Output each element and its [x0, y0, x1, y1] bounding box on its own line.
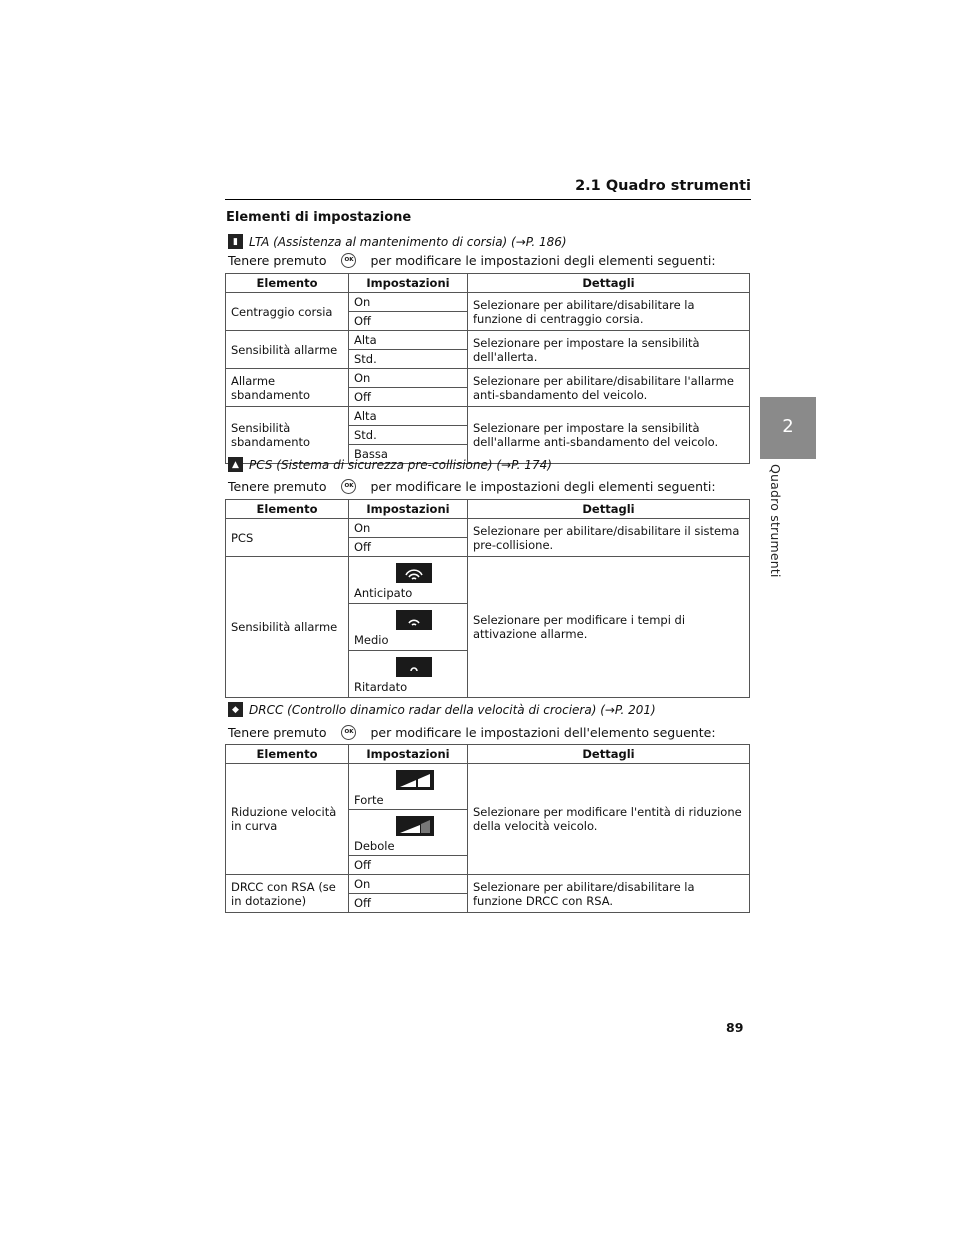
table-cell: Selezionare per modificare l'entità di riduzione della velocità veicolo. — [468, 764, 750, 875]
col-header: Elemento — [226, 274, 349, 293]
setting-label: Debole — [354, 838, 395, 853]
early-alarm-icon — [396, 563, 432, 583]
table-cell: Selezionare per abilitare/disabilitare la funzione di centraggio corsia. — [468, 293, 750, 331]
table-cell: Allarme sbandamento — [226, 369, 349, 407]
table-row — [226, 293, 750, 312]
lta-heading: ▮ LTA (Assistenza al mantenimento di corsia) (→P. 186) — [228, 234, 567, 249]
drcc-icon: ◆ — [228, 702, 243, 717]
col-header: Impostazioni — [349, 274, 468, 293]
setting-label: Anticipato — [354, 586, 413, 600]
section-title: Elementi di impostazione — [226, 210, 412, 225]
drcc-heading: ◆ DRCC (Controllo dinamico radar della velocità di crociera) (→P. 201) — [228, 702, 656, 717]
table-cell: Std. — [349, 426, 468, 445]
table-cell: PCS — [226, 519, 349, 557]
table-cell: Off — [349, 388, 468, 407]
lta-table — [225, 273, 750, 464]
table-cell: Selezionare per abilitare/disabilitare la funzione DRCC con RSA. — [468, 875, 750, 913]
table-cell — [349, 651, 468, 698]
table-row — [226, 331, 750, 350]
pcs-table — [225, 499, 750, 698]
lta-icon: ▮ — [228, 234, 243, 249]
table-cell: Off — [349, 856, 468, 875]
late-alarm-icon — [396, 657, 432, 677]
lta-intro: Tenere premuto OK per modificare le impostazioni degli elementi seguenti: — [228, 253, 716, 268]
ok-button-icon: OK — [341, 479, 356, 494]
table-cell: Sensibilità allarme — [226, 331, 349, 369]
pcs-heading: ▲ PCS (Sistema di sicurezza pre-collisione) (→P. 174) — [228, 457, 552, 472]
ok-button-icon: OK — [341, 253, 356, 268]
table-row — [226, 407, 750, 426]
table-cell: On — [349, 293, 468, 312]
drcc-table — [225, 744, 750, 913]
table-cell: Selezionare per impostare la sensibilità dell'allerta. — [468, 331, 750, 369]
page-number: 89 — [726, 1020, 744, 1035]
pcs-intro: Tenere premuto OK per modificare le impostazioni degli elementi seguenti: — [228, 479, 716, 494]
table-row — [226, 519, 750, 538]
table-cell: On — [349, 369, 468, 388]
setting-label: Ritardato — [354, 680, 408, 694]
drcc-intro: Tenere premuto OK per modificare le impostazioni dell'elemento seguente: — [228, 725, 716, 740]
col-header: Dettagli — [468, 745, 750, 764]
header-rule — [225, 199, 751, 200]
table-cell: Selezionare per abilitare/disabilitare l'allarme anti-sbandamento del veicolo. — [468, 369, 750, 407]
table-cell: On — [349, 875, 468, 894]
table-cell — [349, 604, 468, 651]
table-cell: Riduzione velocità in curva — [226, 764, 349, 875]
table-cell: Bassa — [349, 445, 468, 464]
table-row — [226, 764, 750, 810]
table-cell — [349, 557, 468, 604]
table-cell: On — [349, 519, 468, 538]
table-cell: Std. — [349, 350, 468, 369]
table-cell: Alta — [349, 331, 468, 350]
ok-button-icon: OK — [341, 725, 356, 740]
pcs-icon: ▲ — [228, 457, 243, 472]
table-cell: Alta — [349, 407, 468, 426]
table-cell: Centraggio corsia — [226, 293, 349, 331]
chapter-tab: 2 — [760, 397, 816, 459]
table-cell: Sensibilità sbandamento — [226, 407, 349, 464]
col-header: Elemento — [226, 745, 349, 764]
medium-alarm-icon — [396, 610, 432, 630]
table-row — [226, 557, 750, 604]
col-header: Dettagli — [468, 500, 750, 519]
table-cell: Selezionare per abilitare/disabilitare il sistema pre-collisione. — [468, 519, 750, 557]
chapter-label: Quadro strumenti — [768, 464, 783, 578]
table-row — [226, 369, 750, 388]
running-header: 2.1 Quadro strumenti — [575, 178, 751, 194]
table-cell — [349, 764, 468, 810]
table-cell: Off — [349, 894, 468, 913]
col-header: Dettagli — [468, 274, 750, 293]
table-cell: Selezionare per modificare i tempi di attivazione allarme. — [468, 557, 750, 698]
setting-label: Medio — [354, 633, 389, 647]
table-row — [226, 875, 750, 894]
table-cell: Sensibilità allarme — [226, 557, 349, 698]
col-header: Elemento — [226, 500, 349, 519]
table-cell: Off — [349, 312, 468, 331]
strong-reduction-icon — [396, 770, 434, 790]
table-cell — [349, 810, 468, 856]
col-header: Impostazioni — [349, 500, 468, 519]
setting-label: Forte — [354, 792, 384, 807]
weak-reduction-icon — [396, 816, 434, 836]
table-cell: DRCC con RSA (se in dotazione) — [226, 875, 349, 913]
table-cell: Off — [349, 538, 468, 557]
col-header: Impostazioni — [349, 745, 468, 764]
table-cell: Selezionare per impostare la sensibilità dell'allarme anti-sbandamento del veicolo. — [468, 407, 750, 464]
